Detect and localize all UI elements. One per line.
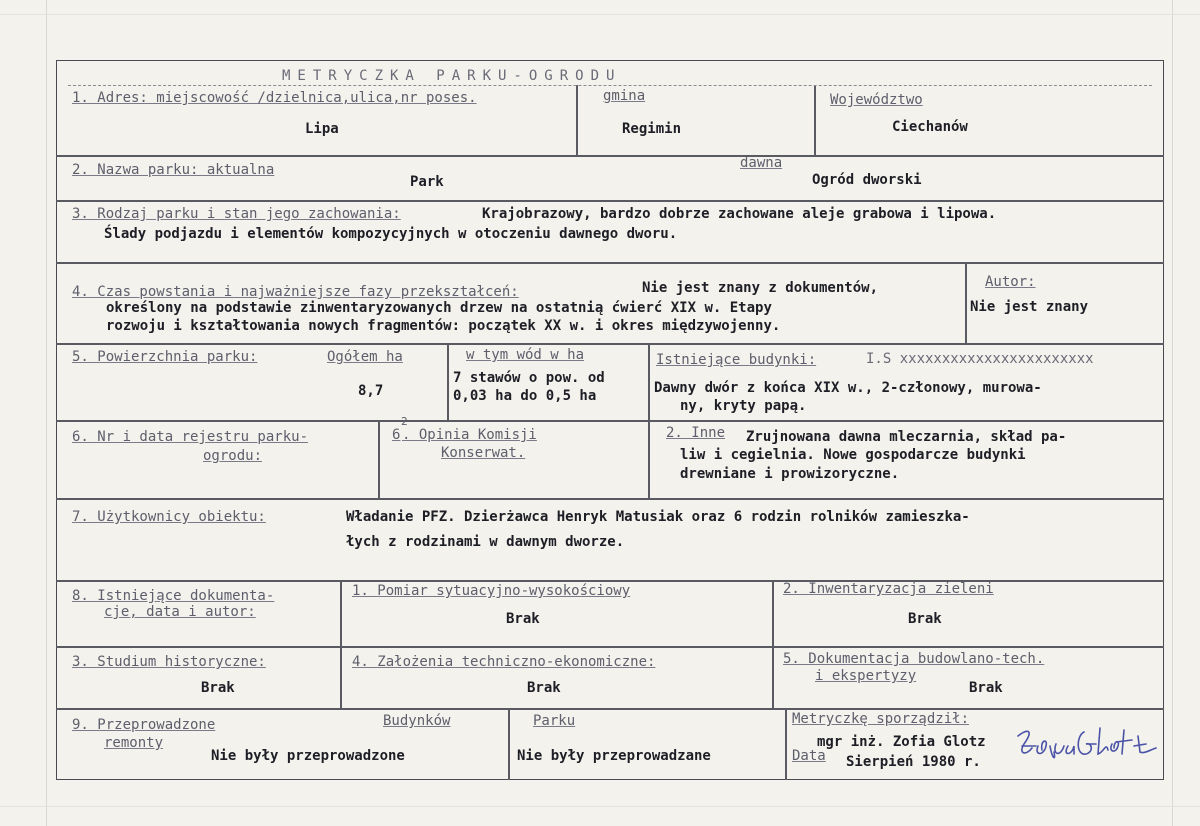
address-value: Lipa bbox=[305, 121, 339, 137]
area-label: 5. Powierzchnia parku: bbox=[72, 349, 258, 365]
opinion-label-sup: 2 bbox=[401, 415, 408, 428]
history-label: 4. Czas powstania i najważniejsze fazy przekształceń: bbox=[72, 284, 519, 300]
other-label: 2. Inne bbox=[666, 425, 726, 441]
grid-line bbox=[1172, 0, 1173, 826]
col-divider bbox=[447, 343, 449, 420]
park-name-label: 2. Nazwa parku: aktualna bbox=[72, 162, 275, 178]
buildings-line1: Dawny dwór z końca XIX w., 2-członowy, murowa- bbox=[654, 380, 1042, 396]
struck-text: I.S xxxxxxxxxxxxxxxxxxxxxxx bbox=[866, 351, 1094, 367]
row-divider bbox=[56, 708, 1164, 710]
tech-econ-label: 4. Założenia techniczno-ekonomiczne: bbox=[352, 654, 656, 670]
park-repair-value: Nie były przeprowadzane bbox=[517, 748, 711, 764]
greenery-value: Brak bbox=[908, 611, 942, 627]
signature-image bbox=[1012, 722, 1162, 772]
col-divider bbox=[814, 85, 816, 155]
users-line1: Władanie PFZ. Dzierżawca Henryk Matusiak oraz 6 rodzin rolników zamieszka- bbox=[346, 509, 970, 525]
row-divider bbox=[56, 646, 1164, 648]
history-study-label: 3. Studium historyczne: bbox=[72, 654, 266, 670]
water-area-label: w tym wód w ha bbox=[466, 347, 585, 363]
total-area-value: 8,7 bbox=[358, 383, 384, 399]
row-divider bbox=[56, 343, 1164, 345]
users-line2: łych z rodzinami w dawnym dworze. bbox=[346, 534, 625, 550]
history-line2: określony na podstawie zinwentaryzowanych drzew na ostatnią ćwierć XIX w. Etapy bbox=[106, 300, 772, 316]
park-name-value: Park bbox=[410, 174, 444, 190]
gmina-value: Regimin bbox=[622, 121, 682, 137]
voivodeship-value: Ciechanów bbox=[892, 119, 968, 135]
row-divider bbox=[56, 498, 1164, 500]
repairs-label-1: 9. Przeprowadzone bbox=[72, 717, 216, 733]
grid-line bbox=[0, 806, 1200, 807]
row-divider bbox=[56, 155, 1164, 157]
park-type-line1: Krajobrazowy, bardzo dobrze zachowane aleje grabowa i lipowa. bbox=[482, 206, 997, 222]
register-label-2: ogrodu: bbox=[203, 448, 263, 464]
author-label: Autor: bbox=[985, 274, 1036, 290]
repairs-label-2: remonty bbox=[104, 735, 164, 751]
date-value: Sierpień 1980 r. bbox=[846, 754, 981, 770]
opinion-label-2: Konserwat. bbox=[441, 445, 526, 461]
row-divider bbox=[56, 580, 1164, 582]
construction-docs-label-2: i ekspertyzy bbox=[815, 668, 917, 684]
voivodeship-label: Województwo bbox=[830, 92, 923, 108]
docs-label-2: cje, data i autor: bbox=[104, 604, 256, 620]
grid-line bbox=[0, 14, 1200, 15]
history-study-value: Brak bbox=[201, 680, 235, 696]
col-divider bbox=[378, 420, 380, 498]
buildings-repair-value: Nie były przeprowadzone bbox=[211, 748, 405, 764]
col-divider bbox=[508, 708, 510, 780]
park-type-label: 3. Rodzaj parku i stan jego zachowania: bbox=[72, 206, 401, 222]
buildings-line2: ny, kryty papą. bbox=[680, 398, 807, 414]
opinion-label-1: . Opinia Komisji bbox=[402, 427, 537, 443]
total-area-label: Ogółem ha bbox=[327, 349, 403, 365]
other-line1: Zrujnowana dawna mleczarnia, skład pa- bbox=[746, 429, 1067, 445]
other-line2: liw i cegielnia. Nowe gospodarcze budynki bbox=[680, 447, 1026, 463]
prepared-by-value: mgr inż. Zofia Glotz bbox=[817, 734, 986, 750]
col-divider bbox=[340, 580, 342, 708]
tech-econ-value: Brak bbox=[527, 680, 561, 696]
park-type-line2: Ślady podjazdu i elementów kompozycyjnych w otoczeniu dawnego dworu. bbox=[104, 226, 678, 242]
history-line1: Nie jest znany z dokumentów, bbox=[642, 280, 879, 296]
date-label: Data bbox=[792, 748, 826, 764]
other-line3: drewniane i prowizoryczne. bbox=[680, 466, 900, 482]
water-area-line2: 0,03 ha do 0,5 ha bbox=[453, 388, 597, 404]
survey-value: Brak bbox=[506, 611, 540, 627]
former-name-label: dawna bbox=[740, 155, 783, 171]
docs-label-1: 8. Istniejące dokumenta- bbox=[72, 588, 275, 604]
row-divider bbox=[56, 262, 1164, 264]
park-repair-label: Parku bbox=[533, 713, 576, 729]
register-label-1: 6. Nr i data rejestru parku- bbox=[72, 429, 309, 445]
construction-docs-value: Brak bbox=[969, 680, 1003, 696]
buildings-repair-label: Budynków bbox=[383, 713, 451, 729]
survey-label: 1. Pomiar sytuacyjno-wysokościowy bbox=[352, 583, 631, 599]
col-divider bbox=[648, 343, 650, 498]
grid-line bbox=[46, 0, 47, 826]
greenery-label: 2. Inwentaryzacja zieleni bbox=[783, 581, 994, 597]
former-name-value: Ogród dworski bbox=[812, 172, 922, 188]
author-value: Nie jest znany bbox=[970, 299, 1089, 315]
water-area-line1: 7 stawów o pow. od bbox=[453, 370, 605, 386]
gmina-label: gmina bbox=[603, 88, 646, 104]
users-label: 7. Użytkownicy obiektu: bbox=[72, 509, 266, 525]
col-divider bbox=[576, 85, 578, 155]
history-line3: rozwoju i kształtowania nowych fragmentów: początek XX w. i okres międzywojenny. bbox=[106, 318, 781, 334]
col-divider bbox=[772, 580, 774, 708]
document-title: METRYCZKA PARKU-OGRODU bbox=[282, 68, 622, 84]
construction-docs-label-1: 5. Dokumentacja budowlano-tech. bbox=[783, 651, 1045, 667]
col-divider bbox=[965, 262, 967, 343]
col-divider bbox=[785, 708, 787, 780]
address-label: 1. Adres: miejscowość /dzielnica,ulica,nr poses. bbox=[72, 90, 477, 106]
row-divider bbox=[56, 200, 1164, 202]
opinion-label-num: 6 bbox=[392, 427, 401, 443]
row-divider bbox=[56, 420, 1164, 422]
buildings-label: Istniejące budynki: bbox=[656, 352, 817, 368]
prepared-by-label: Metryczkę sporządził: bbox=[792, 711, 970, 727]
title-underline bbox=[68, 85, 1152, 86]
